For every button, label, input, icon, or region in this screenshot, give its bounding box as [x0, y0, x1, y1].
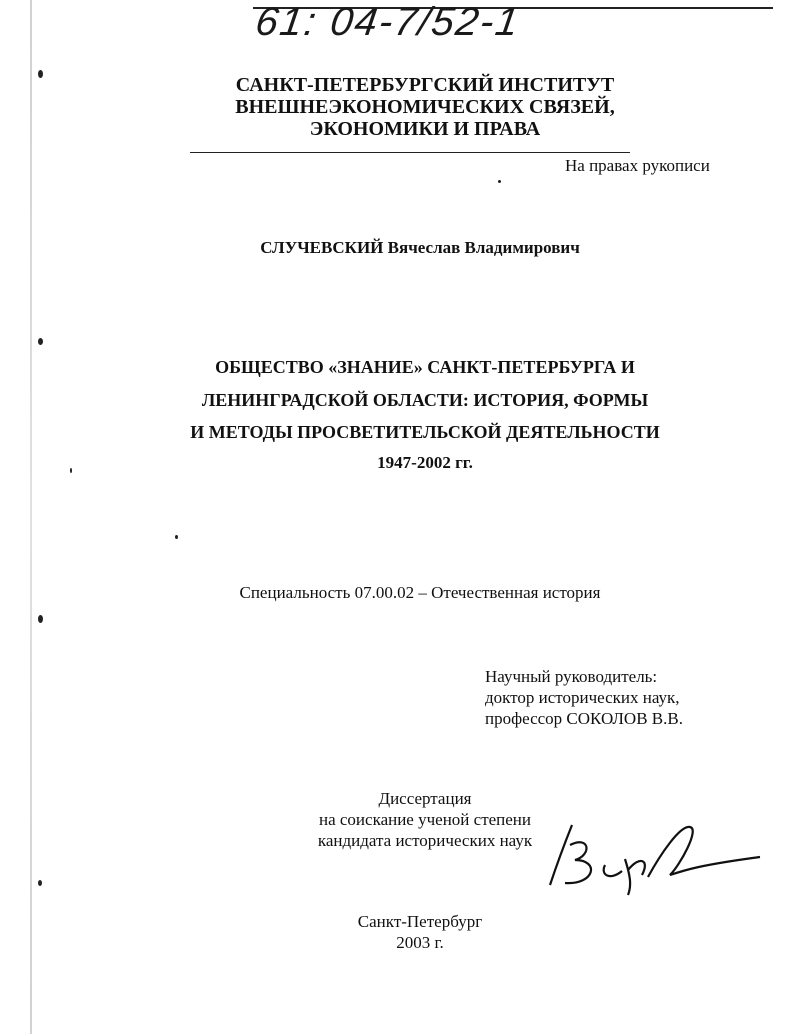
- rights-note: На правах рукописи: [565, 156, 710, 175]
- title-line-3: И МЕТОДЫ ПРОСВЕТИТЕЛЬСКОЙ ДЕЯТЕЛЬНОСТИ: [190, 422, 660, 442]
- binding-hole: [38, 880, 42, 886]
- author-surname: СЛУЧЕВСКИЙ: [260, 238, 384, 257]
- dissertation-line-2: на соискание ученой степени: [318, 810, 532, 829]
- dissertation-line-3: кандидата исторических наук: [317, 831, 533, 850]
- footer-city: Санкт-Петербург: [357, 912, 483, 931]
- binding-hole: [38, 615, 43, 623]
- binding-hole: [38, 70, 43, 78]
- header-rule: [190, 152, 630, 153]
- institution-line-3: ЭКОНОМИКИ И ПРАВА: [309, 118, 541, 140]
- supervisor-label: Научный руководитель:: [485, 667, 658, 686]
- institution-line-1: САНКТ-ПЕТЕРБУРГСКИЙ ИНСТИТУТ: [235, 74, 615, 96]
- footer-year: 2003 г.: [396, 933, 444, 952]
- supervisor-degree: доктор исторических наук,: [485, 688, 680, 707]
- specialty: Специальность 07.00.02 – Отечественная история: [239, 583, 601, 602]
- scan-speck: [70, 468, 72, 473]
- title-years: 1947-2002 гг.: [377, 453, 473, 472]
- supervisor-name: профессор СОКОЛОВ В.В.: [485, 709, 683, 728]
- scan-speck: [498, 180, 501, 183]
- scan-edge: [30, 0, 32, 1034]
- archive-stamp: 61: 04-7/52-1: [252, 0, 524, 44]
- title-line-1: ОБЩЕСТВО «ЗНАНИЕ» САНКТ-ПЕТЕРБУРГА И: [215, 357, 635, 377]
- title-line-2: ЛЕНИНГРАДСКОЙ ОБЛАСТИ: ИСТОРИЯ, ФОРМЫ: [201, 390, 649, 410]
- binding-hole: [38, 338, 43, 345]
- author-name: [180, 238, 660, 258]
- scan-speck: [175, 535, 178, 539]
- signature: [530, 815, 770, 905]
- dissertation-line-1: Диссертация: [378, 789, 472, 808]
- institution-line-2: ВНЕШНЕЭКОНОМИЧЕСКИХ СВЯЗЕЙ,: [235, 96, 615, 118]
- author-given-names: Вячеслав Владимирович: [387, 238, 580, 257]
